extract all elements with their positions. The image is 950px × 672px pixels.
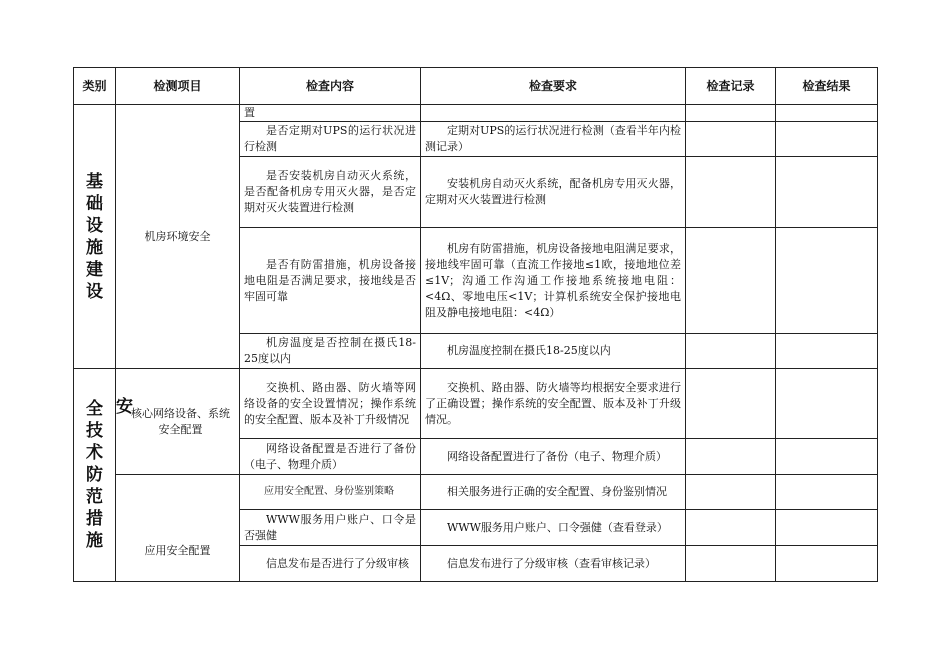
header-requirement: 检查要求 — [421, 68, 686, 105]
requirement-cell: 定期对UPS的运行状况进行检测（查看半年内检测记录） — [421, 122, 686, 157]
result-cell[interactable] — [776, 439, 878, 475]
header-record: 检查记录 — [686, 68, 776, 105]
item-core-net — [116, 369, 240, 475]
requirement-cell: WWW服务用户账户、口令强健（查看登录） — [421, 510, 686, 546]
result-cell[interactable] — [776, 334, 878, 369]
item-room-env: 机房环境安全 — [116, 105, 240, 369]
content-cell: 信息发布是否进行了分级审核 — [240, 546, 421, 582]
requirement-cell: 交换机、路由器、防火墙等均根据安全要求进行了正确设置；操作系统的安全配置、版本及补丁升级情况。 — [421, 369, 686, 439]
category-infra — [74, 105, 116, 369]
result-cell[interactable] — [776, 369, 878, 439]
requirement-cell: 信息发布进行了分级审核（查看审核记录） — [421, 546, 686, 582]
content-cell: WWW服务用户账户、口令是否强健 — [240, 510, 421, 546]
record-cell[interactable] — [686, 122, 776, 157]
header-content: 检查内容 — [240, 68, 421, 105]
result-cell[interactable] — [776, 228, 878, 334]
record-cell[interactable] — [686, 105, 776, 122]
record-cell[interactable] — [686, 439, 776, 475]
record-cell[interactable] — [686, 475, 776, 510]
category-label: 全技术防范措施 — [86, 399, 103, 551]
content-cell: 置 — [240, 105, 421, 122]
content-cell: 应用安全配置、身份鉴别策略 — [240, 475, 421, 510]
result-cell[interactable] — [776, 546, 878, 582]
header-category: 类别 — [74, 68, 116, 105]
requirement-cell: 网络设备配置进行了备份（电子、物理介质） — [421, 439, 686, 475]
content-cell: 交换机、路由器、防火墙等网络设备的安全设置情况；操作系统的安全配置、版本及补丁升级情况 — [240, 369, 421, 439]
item-core-net-label: 核心网络设备、系统安全配置 — [131, 406, 230, 436]
item-core-net-wrap — [116, 396, 235, 438]
result-cell[interactable] — [776, 157, 878, 228]
result-cell[interactable] — [776, 105, 878, 122]
requirement-cell: 机房有防雷措施，机房设备接地电阻满足要求，接地线牢固可靠（直流工作接地≤1欧，接地地位差≤1V；沟通工作沟通工作接地系统接地电阻：<4Ω、零地电压<1V；计算机系统安全保护接地电阻及静电接地电阻：<4Ω） — [421, 228, 686, 334]
requirement-cell: 机房温度控制在摄氏18-25度以内 — [421, 334, 686, 369]
requirement-cell: 相关服务进行正确的安全配置、身份鉴别情况 — [421, 475, 686, 510]
header-row — [74, 68, 878, 105]
inspection-table — [73, 67, 878, 582]
content-cell: 网络设备配置是否进行了备份（电子、物理介质） — [240, 439, 421, 475]
record-cell[interactable] — [686, 228, 776, 334]
content-cell: 是否有防雷措施，机房设备接地电阻是否满足要求，接地线是否牢固可靠 — [240, 228, 421, 334]
category-label: 基础设施建设 — [86, 171, 103, 302]
record-cell[interactable] — [686, 157, 776, 228]
result-cell[interactable] — [776, 475, 878, 510]
record-cell[interactable] — [686, 334, 776, 369]
header-item: 检测项目 — [116, 68, 240, 105]
header-result: 检查结果 — [776, 68, 878, 105]
category-tech — [74, 369, 116, 582]
table-row — [74, 475, 878, 510]
category-top-char: 安 — [116, 396, 133, 417]
requirement-cell: 安装机房自动灭火系统，配备机房专用灭火器，定期对灭火装置进行检测 — [421, 157, 686, 228]
record-cell[interactable] — [686, 546, 776, 582]
content-cell: 是否安装机房自动灭火系统，是否配备机房专用灭火器，是否定期对灭火装置进行检测 — [240, 157, 421, 228]
table-row — [74, 369, 878, 439]
record-cell[interactable] — [686, 369, 776, 439]
content-cell: 是否定期对UPS的运行状况进行检测 — [240, 122, 421, 157]
content-cell: 机房温度是否控制在摄氏18-25度以内 — [240, 334, 421, 369]
requirement-cell — [421, 105, 686, 122]
item-app-sec: 应用安全配置 — [116, 475, 240, 582]
result-cell[interactable] — [776, 122, 878, 157]
table-row — [74, 105, 878, 122]
record-cell[interactable] — [686, 510, 776, 546]
result-cell[interactable] — [776, 510, 878, 546]
